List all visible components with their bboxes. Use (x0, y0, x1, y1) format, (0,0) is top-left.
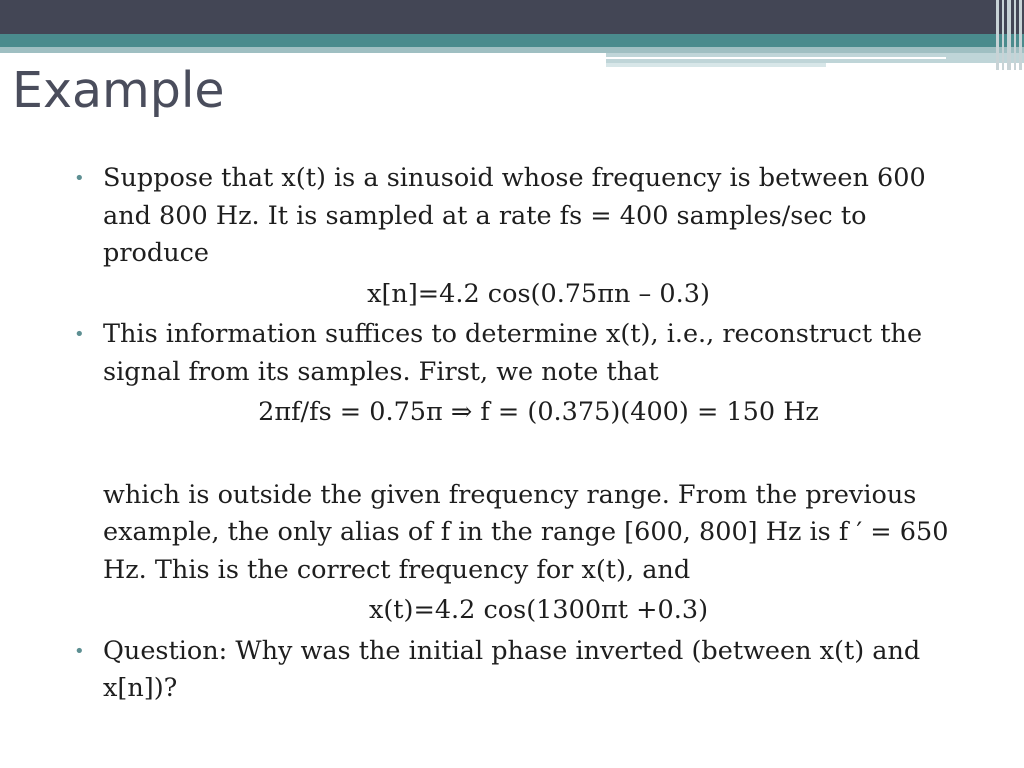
slide-title: Example (12, 62, 225, 119)
header-accent-bar-thin (606, 63, 826, 67)
continuation-text: which is outside the given frequency range. From the previous example, the only alias of f in the range [600, 800] Hz is f ′ = 650 Hz. This is the correct frequency for x(t), and (103, 479, 949, 585)
bullet-item-1 (74, 160, 974, 273)
header-divider-line (606, 57, 946, 59)
bullet-icon: • (74, 640, 85, 662)
spacer (74, 432, 974, 477)
equation-frequency: 2πf/fs = 0.75π ⇒ f = (0.375)(400) = 150 Hz (258, 397, 819, 427)
bullet-icon: • (74, 324, 85, 345)
header-teal-bar (0, 34, 1024, 47)
bullet-text: Suppose that x(t) is a sinusoid whose frequency is between 600 and 800 Hz. It is sampled at a rate fs = 400 samples/sec to produce (103, 163, 926, 268)
header-edge-stripes (994, 0, 1024, 70)
bullet-text: Question: Why was the initial phase inverted (between x(t) and x[n])? (103, 635, 921, 703)
equation-reconstructed-signal: x(t)=4.2 cos(1300πt +0.3) (368, 595, 709, 625)
header-dark-bar (0, 0, 1024, 34)
bullet-item-3 (74, 633, 974, 708)
bullet-item-2 (74, 316, 974, 391)
slide-content (74, 160, 974, 708)
equation-sampled-signal: x[n]=4.2 cos(0.75πn – 0.3) (367, 278, 710, 309)
bullet-icon: • (74, 168, 85, 189)
bullet-text: This information suffices to determine x(t), i.e., reconstruct the signal from its samples. First, we note that (103, 319, 923, 387)
